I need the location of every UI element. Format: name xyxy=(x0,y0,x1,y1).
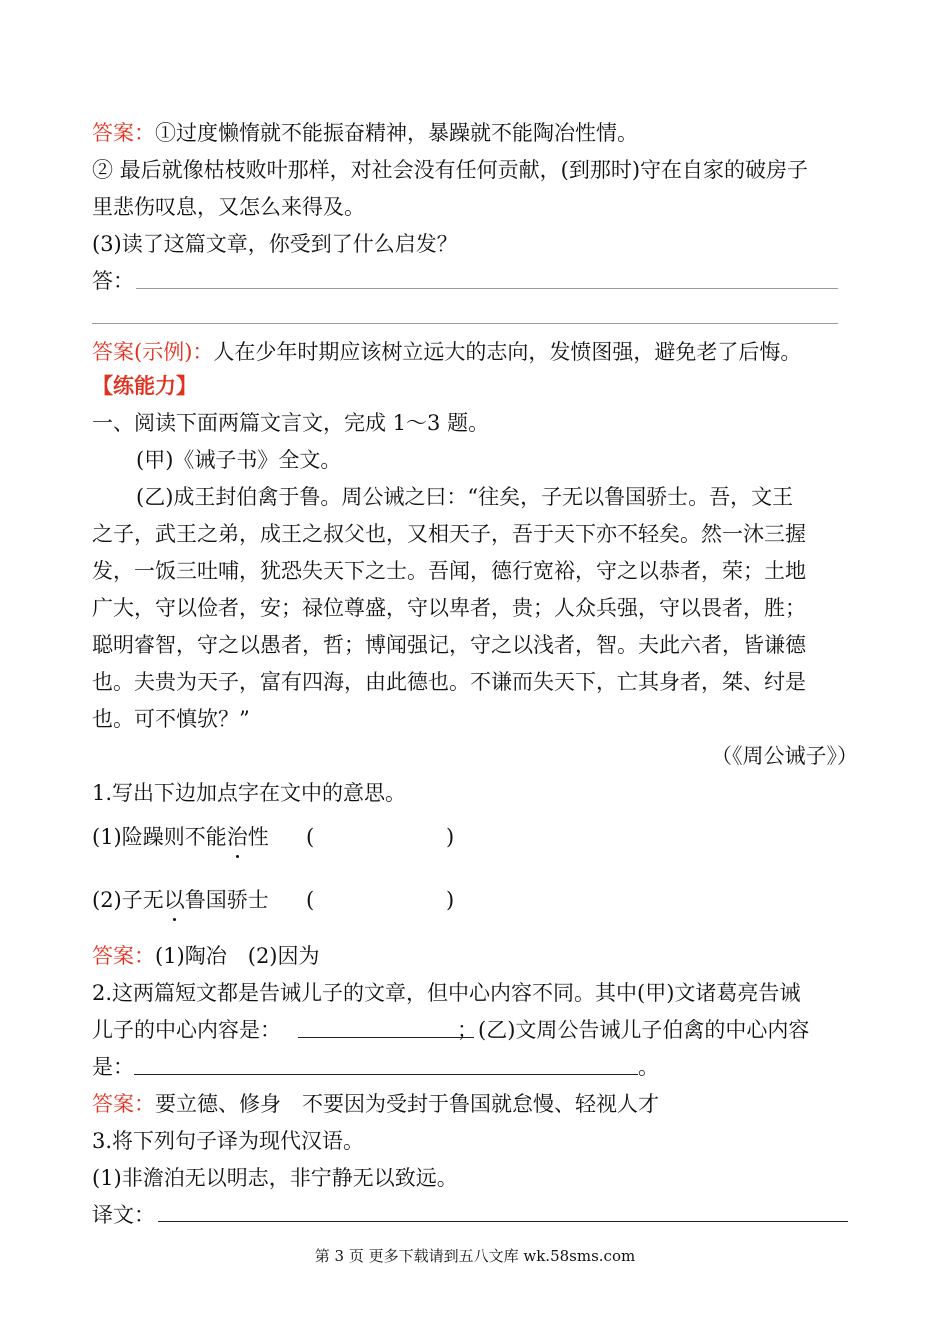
passage-yi-line: 也。可不慎欤？” xyxy=(92,707,250,731)
section-title: 【练能力】 xyxy=(92,373,197,398)
passage-yi-line: 聪明睿智，守之以愚者，哲；博闻强记，守之以浅者，智。夫此六者，皆谦德 xyxy=(92,633,806,657)
question-1-item-1 xyxy=(92,822,269,852)
answer-text: 要立德、修身 不要因为受封于鲁国就怠慢、轻视人才 xyxy=(155,1092,659,1116)
question-3: (3)读了这篇文章，你受到了什么启发？ xyxy=(92,232,458,256)
question-text: 。 xyxy=(638,1055,659,1079)
item-text: (2)子无 xyxy=(92,888,164,912)
passage-jia: (甲)《诫子书》全文。 xyxy=(136,448,342,472)
page-footer: 第 3 页 更多下载请到五八文库 wk.58sms.com xyxy=(314,1247,636,1265)
paren-close: ) xyxy=(446,888,455,912)
passage-yi-line: 发，一饭三吐哺，犹恐失天下之士。吾闻，德行宽裕，守之以恭者，荣；土地 xyxy=(92,559,806,583)
example-answer-label: 答案(示例)： xyxy=(92,340,214,364)
question-1-item-2 xyxy=(92,885,269,915)
answer-label: 答案： xyxy=(92,944,155,968)
question-2-line-2 xyxy=(92,1015,809,1045)
question-text: 儿子的中心内容是： xyxy=(92,1018,281,1042)
translation-blank-line xyxy=(158,1221,848,1222)
paren-close: ) xyxy=(446,825,455,849)
answer-text: ①过度懒惰就不能振奋精神，暴躁就不能陶冶性情。 xyxy=(155,121,638,145)
item-text: (1)险躁则不能 xyxy=(92,825,227,849)
passage-source: （《周公诫子》） xyxy=(711,744,858,768)
question-1-title: 1.写出下边加点字在文中的意思。 xyxy=(92,781,407,805)
paren-open: ( xyxy=(306,888,315,912)
question-text: ；(乙)文周公告诫儿子伯禽的中心内容 xyxy=(457,1018,810,1042)
answer-blank-line-2 xyxy=(92,323,838,324)
example-answer-text: 人在少年时期应该树立远大的志向，发愤图强，避免老了后悔。 xyxy=(213,340,802,364)
question-3-item-1: (1)非澹泊无以明志，非宁静无以致远。 xyxy=(92,1166,458,1190)
dotted-character: 以 xyxy=(164,885,185,915)
paren-open: ( xyxy=(306,825,315,849)
answer-blank-line-1 xyxy=(136,288,838,289)
passage-intro: 一、阅读下面两篇文言文，完成 1～3 题。 xyxy=(92,411,490,435)
question-text: 是： xyxy=(92,1055,134,1079)
fill-blank-line xyxy=(134,1074,638,1075)
answer-line-1 xyxy=(92,118,638,148)
question-2-line-1: 2.这两篇短文都是告诫儿子的文章，但中心内容不同。其中(甲)文诸葛亮告诫 xyxy=(92,981,801,1005)
fill-blank-line xyxy=(298,1037,474,1038)
example-answer xyxy=(92,337,801,367)
passage-yi-line: 也。夫贵为天子，富有四海，由此德也。不谦而失天下，亡其身者，桀、纣是 xyxy=(92,670,806,694)
answer-line-2: ② 最后就像枯枝败叶那样，对社会没有任何贡献，(到那时)守在自家的破房子 xyxy=(92,158,809,182)
question-3-title: 3.将下列句子译为现代汉语。 xyxy=(92,1129,365,1153)
answer-text: (1)陶冶 (2)因为 xyxy=(155,944,320,968)
answer-prefix: 答： xyxy=(92,269,134,293)
translation-prefix: 译文： xyxy=(92,1203,155,1227)
passage-yi-line: (乙)成王封伯禽于鲁。周公诫之曰：“往矣，子无以鲁国骄士。吾，文王 xyxy=(136,485,794,509)
answer-line-3: 里悲伤叹息，又怎么来得及。 xyxy=(92,195,365,219)
passage-yi-line: 之子，武王之弟，成王之叔父也，又相天子，吾于天下亦不轻矣。然一沐三握 xyxy=(92,522,806,546)
answer-label: 答案： xyxy=(92,121,155,145)
dotted-character: 治 xyxy=(227,822,248,852)
question-2-line-3 xyxy=(92,1052,659,1082)
answer-label: 答案： xyxy=(92,1092,155,1116)
question-2-answer xyxy=(92,1089,659,1119)
item-text: 鲁国骄士 xyxy=(184,888,269,912)
passage-yi-line: 广大，守以俭者，安；禄位尊盛，守以卑者，贵；人众兵强，守以畏者，胜； xyxy=(92,596,806,620)
question-1-answer xyxy=(92,941,320,971)
item-text: 性 xyxy=(247,825,269,849)
